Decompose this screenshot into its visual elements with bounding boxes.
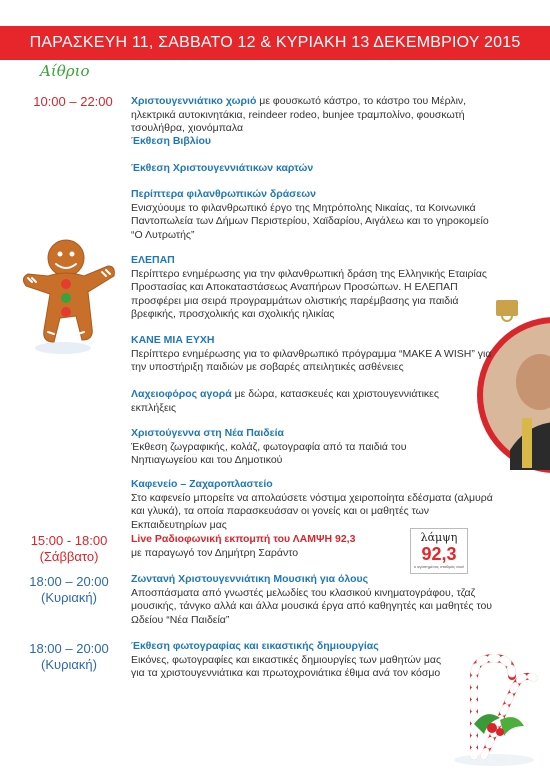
radio-logo-name: λάμψη (420, 531, 458, 544)
time-slot-3 (14, 574, 124, 606)
candy-cane-holly-icon (444, 648, 544, 768)
entry-text: Αποσπάσματα από γνωστές μελωδίες του κλασικού κινηματογράφου, τζαζ μουσικής, τάνγκο αλλά και άλλα μουσικά έργα από καθηγητές και μαθητές του Ωδείου “Νέα Παιδεία” (131, 586, 493, 626)
entry-title: Λαχειοφόρος αγορά (131, 388, 232, 400)
entry-text: με δώρα, κατασκευές και χριστουγεννιάτικες εκπλήξεις (131, 388, 439, 414)
time-slot-3-day: (Κυριακή) (41, 590, 97, 605)
entry-book-exhibition (131, 135, 501, 149)
gingerbread-man-icon (18, 236, 118, 361)
section-title: Αίθριο (40, 62, 90, 80)
time-slot-1: 10:00 – 22:00 (33, 94, 113, 109)
entry-text: Εικόνες, φωτογραφίες και εικαστικές δημιουργίες των μαθητών μας για τα χριστουγεννιάτικα και πρωτοχρονιάτικα έθιμα ανά τον κόσμο (131, 653, 442, 680)
entry-christmas-village (131, 95, 501, 136)
entry-title: Έκθεση Βιβλίου (131, 135, 212, 147)
entry-live-music (131, 573, 501, 627)
entry-text: Περίπτερο ενημέρωσης για το φιλανθρωπικό πρόγραμμα “MAKE A WISH” για την υποστήριξη παιδιών με σοβαρές απειλητικές ασθένειες (131, 347, 492, 374)
entry-charity-booths (131, 188, 501, 242)
date-line: ΠΑΡΑΣΚΕΥΗ 11, ΣΑΒΒΑΤΟ 12 & ΚΥΡΙΑΚΗ 13 ΔΕΚΕΜΒΡΙΟΥ 2015 (29, 34, 521, 51)
entry-text: Περίπτερο ενημέρωσης για την φιλανθρωπική δράση της Ελληνικής Εταιρίας Προστασίας και Αποκαταστάσεως Αναπήρων Προσώπων. Η ΕΛΕΠΑΠ προσφέρει μια σειρά προγραμμάτων ολιστικής παρέμβασης για παιδιά βρεφικής, προσχολικής και σχολικής ηλικίας (131, 267, 487, 321)
entry-title: Καφενείο – Ζαχαροπλαστείο (131, 478, 273, 490)
entry-title: Ζωντανή Χριστουγεννιάτικη Μουσική για όλους (131, 573, 369, 585)
entry-photo-exhibition (131, 640, 451, 681)
time-slot-2 (14, 533, 124, 565)
ornament-portrait-image (470, 300, 550, 480)
entry-raffle (131, 388, 471, 415)
entry-text: Έκθεση ζωγραφικής, κολάζ, φωτογραφία από τα παιδιά του Νηπιαγωγείου και του Δημοτικού (131, 440, 407, 467)
time-slot-2-day: (Σάββατο) (39, 549, 99, 564)
entry-nea-paideia (131, 427, 471, 468)
entry-text: Ενισχύουμε το φιλανθρωπικό έργο της Μητρόπολης Νικαίας, τα Κοινωνικά Παντοπωλεία των Δήμων Περιστερίου, Χαϊδαρίου, Αιγάλεω και το γηροκομείο “Ο Λυτρωτής” (131, 201, 489, 241)
header-banner (0, 26, 550, 60)
radio-logo-tagline: ο αγαπημένος σταθμός σου! (413, 564, 465, 569)
entry-cafe (131, 478, 501, 532)
entry-elepap (131, 254, 501, 322)
entry-text: Στο καφενείο μπορείτε να απολαύσετε νόστιμα χειροποίητα εδέσματα (αλμυρά και γλυκά), τα οποία παρασκευάσαν οι γονείς και οι μαθητές των Εκπαιδευτηρίων μας (131, 491, 493, 531)
entry-title: ΕΛΕΠΑΠ (131, 254, 175, 266)
radio-logo (410, 528, 468, 574)
entry-radio-show (131, 533, 401, 560)
time-slot-2-hours: 15:00 - 18:00 (30, 533, 108, 548)
entry-cards-exhibition (131, 162, 501, 176)
time-slot-3-hours: 18:00 – 20:00 (29, 574, 109, 589)
entry-text: με φουσκωτό κάστρο, το κάστρο του Μέρλιν, ηλεκτρικά αυτοκινητάκια, reindeer rodeo, bunjee τραμπολίνο, φουσκωτή τσουλήθρα, χιονόμπαλα (131, 95, 467, 135)
entry-title: ΚΑΝΕ ΜΙΑ ΕΥΧΗ (131, 334, 215, 346)
entry-title: Περίπτερα φιλανθρωπικών δράσεων (131, 188, 317, 200)
entry-title: Έκθεση φωτογραφίας και εικαστικής δημιουργίας (131, 640, 379, 652)
entry-make-a-wish (131, 334, 501, 375)
entry-text: με παραγωγό τον Δημήτρη Σαράντο (131, 546, 299, 559)
entry-title: Live Ραδιοφωνική εκπομπή του ΛΑΜΨΗ 92,3 (131, 533, 356, 545)
entry-title: Χριστούγεννα στη Νέα Παιδεία (131, 427, 284, 439)
time-slot-4-hours: 18:00 – 20:00 (29, 641, 109, 656)
time-slot-4 (14, 641, 124, 673)
radio-logo-freq: 92,3 (421, 544, 457, 564)
time-slot-4-day: (Κυριακή) (41, 657, 97, 672)
entry-title: Έκθεση Χριστουγεννιάτικων καρτών (131, 162, 314, 174)
entry-title: Χριστουγεννιάτικο χωριό (131, 95, 257, 107)
